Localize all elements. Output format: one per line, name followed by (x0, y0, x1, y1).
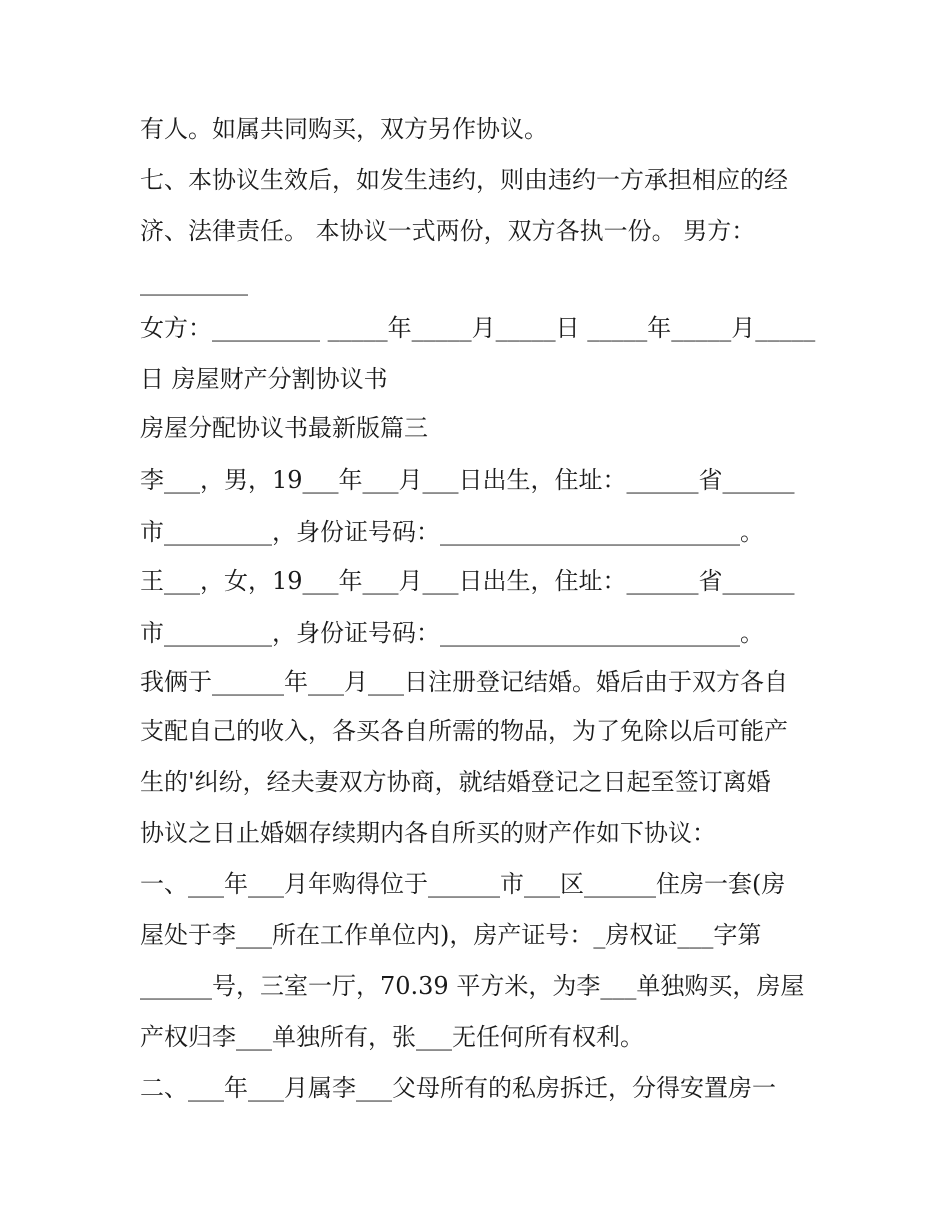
text-line: 有人。如属共同购买，双方另作协议。 (140, 115, 548, 143)
text-line: 生的'纠纷，经夫妻双方协商，就结婚登记之日起至签订离婚 (140, 768, 771, 796)
text-line: 协议之日止婚姻存续期内各自所买的财产作如下协议： (140, 819, 716, 847)
text-line: 屋处于李___所在工作单位内)，房产证号：_房权证___字第 (140, 921, 762, 949)
text-line: 女方：_________ _____年_____月_____日 _____年_____月_____ (140, 314, 816, 342)
text-line: ______号，三室一厅，70.39 平方米，为李___单独购买，房屋 (140, 972, 805, 1000)
text-line: 市_________，身份证号码：_________________________。 (140, 619, 764, 647)
text-line: 二、___年___月属李___父母所有的私房拆迁，分得安置房一 (140, 1074, 776, 1102)
text-line: 李___，男，19___年___月___日出生，住址：______省______ (140, 466, 795, 494)
text-line: 支配自己的收入，各买各自所需的物品，为了免除以后可能产 (140, 717, 788, 745)
text-line: 王___，女，19___年___月___日出生，住址：______省______ (140, 567, 795, 595)
text-line: 我俩于______年___月___日注册登记结婚。婚后由于双方各自 (140, 668, 788, 696)
text-line: 产权归李___单独所有，张___无任何所有权利。 (140, 1023, 644, 1051)
text-line: 七、本协议生效后，如发生违约，则由违约一方承担相应的经 (140, 166, 788, 194)
signature-blank-male: _________ (140, 268, 248, 296)
section-heading: 房屋分配协议书最新版篇三 (140, 414, 428, 442)
text-line: 一、___年___月年购得位于______市___区______住房一套(房 (140, 870, 786, 898)
text-line: 市_________，身份证号码：_________________________。 (140, 518, 764, 546)
text-line: 济、法律责任。 本协议一式两份，双方各执一份。 男方： (140, 217, 756, 245)
text-line: 日 房屋财产分割协议书 (140, 365, 388, 393)
